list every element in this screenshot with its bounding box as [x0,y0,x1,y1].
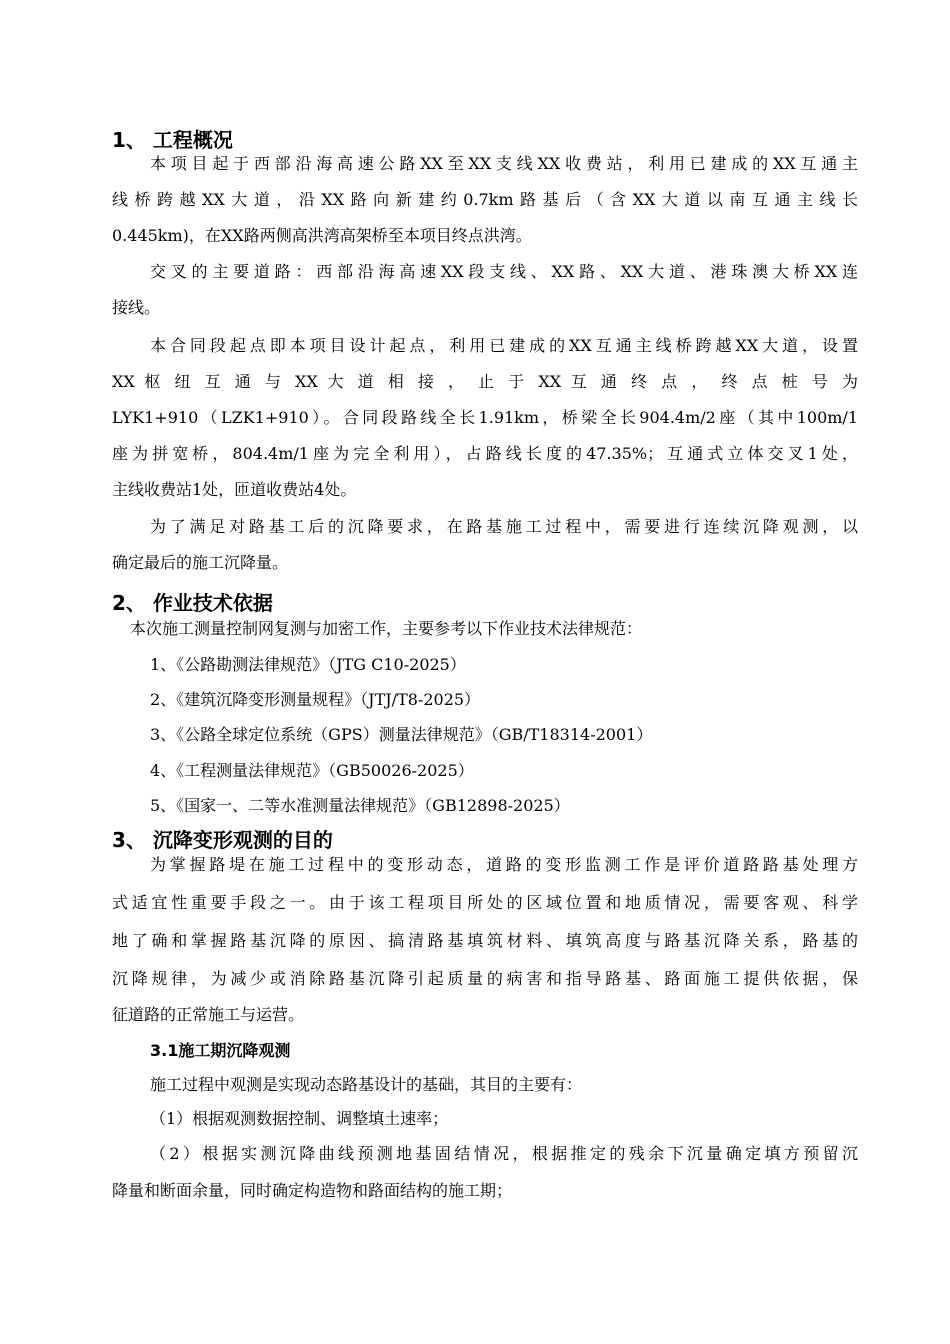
section-3-p1-line-5: 征道路的正常施工与运营。 [112,1005,305,1024]
section-3-p1-line-3: 地了确和掌握路基沉降的原因、搞清路基填筑材料、填筑高度与路基沉降关系，路基的 [112,931,858,950]
section-1-heading: 1、 工程概况 [112,128,233,152]
section-3-p1-line-4: 沉降规律，为减少或消除路基沉降引起质量的病害和指导路基、路面施工提供依据，保 [112,969,858,988]
section-3-1-heading: 3.1施工期沉降观测 [150,1041,291,1060]
reference-item-1: 1、《公路勘测法律规范》（JTG C10-2025） [150,655,466,674]
section-1-p1-line-1: 本项目起于西部沿海高速公路XX至XX支线XX收费站，利用已建成的XX互通主 [150,154,858,173]
section-2-intro: 本次施工测量控制网复测与加密工作，主要参考以下作业技术法律规范： [130,619,643,638]
reference-item-3: 3、《公路全球定位系统（GPS）测量法律规范》（GB/T18314-2001） [150,725,653,744]
section-3-1-item-2-line-1: （2）根据实测沉降曲线预测地基固结情况，根据推定的残余下沉量确定填方预留沉 [150,1144,858,1163]
section-3-heading: 3、 沉降变形观测的目的 [112,828,333,852]
section-1-p3-line-4: 座为拼宽桥，804.4m/1座为完全利用），占路线长度的47.35%；互通式立体交叉1处， [112,444,858,463]
section-3-1-intro: 施工过程中观测是实现动态路基设计的基础，其目的主要有： [150,1075,583,1094]
section-3-1-item-1: （1）根据观测数据控制、调整填土速率； [150,1109,449,1128]
reference-item-5: 5、《国家一、二等水准测量法律规范》（GB12898-2025） [150,796,570,815]
section-1-p3-line-2: XX 枢 纽 互 通 与 XX 大 道 相 接 ， 止 于 XX 互 通 终 点 ， 终 点 桩 号 为 [112,372,858,391]
reference-item-2: 2、《建筑沉降变形测量规程》（JTJ/T8-2025） [150,690,481,709]
section-1-p1-line-3: 0.445km)，在XX路两侧高洪湾高架桥至本项目终点洪湾。 [112,226,532,245]
section-2-heading: 2、 作业技术依据 [112,591,273,615]
section-1-p3-line-3: LYK1+910（LZK1+910）。合同段路线全长1.91km，桥梁全长904.4m/2座（其中100m/1 [112,408,858,427]
section-1-p2-line-1: 交叉的主要道路：西部沿海高速XX段支线、XX路、XX大道、港珠澳大桥XX连 [150,262,858,281]
section-1-p4-line-1: 为了满足对路基工后的沉降要求，在路基施工过程中，需要进行连续沉降观测，以 [150,517,858,536]
section-3-p1-line-1: 为掌握路堤在施工过程中的变形动态，道路的变形监测工作是评价道路路基处理方 [150,855,858,874]
section-3-p1-line-2: 式适宜性重要手段之一。由于该工程项目所处的区域位置和地质情况，需要客观、科学 [112,893,858,912]
section-1-p1-line-2: 线桥跨越XX大道，沿XX路向新建约0.7km路基后（含XX大道以南互通主线长 [112,190,858,209]
section-1-p4-line-2: 确定最后的施工沉降量。 [112,553,289,572]
section-1-p3-line-1: 本合同段起点即本项目设计起点，利用已建成的XX互通主线桥跨越XX大道，设置 [150,336,858,355]
section-3-1-item-2-line-2: 降量和断面余量，同时确定构造物和路面结构的施工期； [112,1181,513,1200]
section-1-p3-line-5: 主线收费站1处，匝道收费站4处。 [112,480,357,499]
section-1-p2-line-2: 接线。 [112,298,161,317]
reference-item-4: 4、《工程测量法律规范》（GB50026-2025） [150,761,474,780]
